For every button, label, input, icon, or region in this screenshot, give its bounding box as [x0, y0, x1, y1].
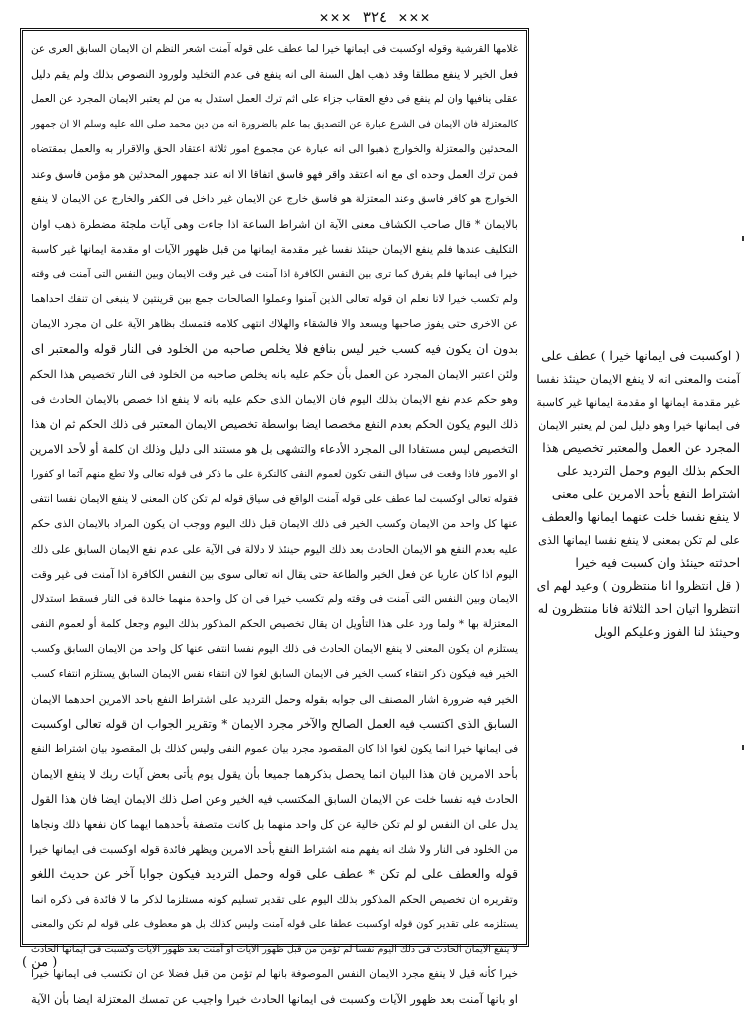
text-line: قوله والعطف على لم تكن * عطف على قوله وحمل الترديد فيكون جوابا آخر عن حديث اللغو — [31, 867, 518, 881]
main-text-frame — [20, 28, 529, 1006]
margin-line: الحكم بذلك اليوم وحمل الترديد على — [556, 464, 740, 478]
text-line: عليه بعدم النفع هو الايمان الحادث بعد ذلك اليوم حينئذ لا دلالة فى الآية على عدم نفع الايمان السابق على ذلك — [31, 543, 518, 556]
header-ornament-right: ✕✕✕ — [397, 11, 432, 25]
text-line: الخوارج هو كافر فاسق وعند المعتزلة هو فاسق خارج عن الايمان غير داخل فى الكفر والخارج عن الايمان لا ينفع — [31, 193, 518, 205]
margin-line: اشتراط النفع بأحد الامرين على معنى — [551, 487, 740, 501]
text-line: ذلك اليوم يكون الحكم بعدم النفع مخصصا ايضا بواسطة تخصيص الايمان المعتبر فى ذلك الحكم ثم ان هذا — [31, 418, 518, 431]
margin-line: على لم تكن بمعنى لا ينفع نفسا ايمانها الذى — [537, 534, 740, 547]
text-line: فمن ترك العمل وحده اى مع انه اعتقد واقر فهو فاسق اتفاقا الا انه عند جمهور المحدثين هو مؤمن فاسق وعند — [31, 168, 518, 181]
text-line: وتقريره ان تخصيص الحكم المذكور بذلك اليوم على تقدير تسليم كونه مستلزما لذكر ما لا فائدة فى ذكره انما — [31, 893, 518, 906]
margin-line: لا ينفع نفسا خلت عنهما ايمانها والعطف — [541, 510, 740, 524]
text-line: عن الاخرى حتى يفوز صاحبها ويسعد والا فالشقاء والهلاك انتهى كلامه فتمسك بظاهر الآية على ان مجرد الايمان — [31, 318, 518, 330]
text-line: خيرا كأنه قيل لا ينفع مجرد الايمان النفس الموصوفة بانها لم تؤمن من قبل فضلا عن ان تكتسب فى ايمانها خيرا — [31, 968, 518, 980]
catchword: ( من ) — [22, 955, 58, 970]
text-line: التكليف عندها فلم ينفع الايمان حينئذ نفسا غير مقدمة ايمانها من قبل ظهور الآيات او مقدمة ايمانها غير كاسبة — [31, 243, 518, 256]
margin-line: ( قل انتظروا انا منتظرون ) وعيد لهم اى — [536, 579, 740, 593]
text-line: فعل الخير لا ينفع مطلقا وقد ذهب اهل السنة الى انه ينفع فى عدم التخليد ولورود النصوص بذلك ولم يقم دليل — [31, 68, 518, 81]
text-line: يدل على ان النفس لو لم تكن خالية عن كل واحد منهما بل كانت متصفة بأحدهما ايهما كان نفعها ذلك ونجاها — [31, 818, 518, 831]
text-line: يستلزمه على تقدير كون قوله اوكسبت عطفا على قوله آمنت وليس كذلك بل هو معطوف على قوله لم تكن والمعنى — [31, 919, 518, 930]
text-line: فى ايمانها خيرا انما يكون لغوا اذا كان المقصود مجرد بيان عموم النفى وليس كذلك بل المقصود بيان اشتراط النفع — [31, 743, 518, 755]
text-line: ولئن اعتبر الايمان المجرد عن العمل بأن حكم عليه بانه يخلص صاحبه من الخلود فى النار تخصيص هذا الحكم — [29, 368, 518, 381]
text-line: الحادث فيه نفسا خلت عن الايمان السابق المكتسب فيه الخير وعن اصل ذلك الايمان ايضا فان هذا القول — [31, 793, 518, 806]
text-line: المحدثين والمعتزلة والخوارج ذهبوا الى انه عبارة عن مجموع امور ثلاثة اعتقاد الحق والاقرار به والعمل بمقتضاه — [31, 143, 518, 155]
margin-line: آمنت والمعنى انه لا ينفع الايمان حينئذ نفسا — [536, 372, 740, 386]
margin-line: غير مقدمة ايمانها او مقدمة ايمانها غير كاسبة — [536, 396, 740, 409]
text-line: بأحد الامرين فان هذا البيان انما يحصل بذكرهما جميعا بأن يقول يوم يأتى بعض آيات ربك لا ينفع الايمان — [31, 767, 518, 781]
text-line: بالايمان * قال صاحب الكشاف معنى الآية ان اشراط الساعة اذا جاءت وهى آيات ملجئة مضطرة ذهب اوان — [31, 218, 518, 231]
text-line: عقلى ينافيها وان لم ينفع فى دفع العقاب جزاء على اثم ترك العمل استدل به من لم يعتبر الايمان المجرد عن العمل — [31, 93, 518, 105]
text-line: الخير فيه فيكون ذكر انتفاء كسب الخير فى الايمان السابق لغوا لان انتفاء نفس الايمان السابق يستلزم انتفاء كسب — [31, 668, 518, 680]
margin-line: ( اوكسبت فى ايمانها خيرا ) عطف على — [541, 349, 740, 363]
text-line: لا ينفع الايمان الحادث فى ذلك اليوم نفسا لم تؤمن من قبل ظهور الآيات او آمنت بعد ظهور الآيات وكسبت فى ايمانها الحادث — [31, 944, 518, 955]
text-line: كالمعتزلة فان الايمان فى الشرع عبارة عن التصديق بما علم بالضرورة انه من دين محمد صلى الله عليه وسلم الا ان جمهور — [31, 119, 518, 130]
text-line: من الخلود فى النار ولا شك انه يفهم منه اشتراط النفع بأحد الامرين ويظهر فائدة قوله اوكسبت فى ايمانها خيرا — [29, 843, 518, 856]
page-number: ٣٢٤ — [362, 8, 388, 26]
text-line: غلامها القرشية وقوله اوكسبت فى ايمانها خيرا لما عطف على قوله آمنت اشعر النظم ان الايمان السابق العرى عن — [31, 43, 518, 55]
margin-line: احدثته حينئذ وان كسبت فيه خيرا — [575, 556, 740, 570]
text-line: بدون ان يكون فيه كسب خير ليس بنافع فلا يخلص صاحبه من الخلود فى النار قوله والمعتبر اى — [31, 342, 518, 356]
text-line: الايمان وبين النفس التى آمنت فى وقته ولم تكسب خيرا فى ان كل واحدة منهما خالدة فى النار فسقط استدلال — [31, 593, 518, 605]
margin-line: وحينئذ لنا الفوز وعليكم الويل — [594, 625, 740, 639]
text-line: ولم تكسب خيرا لانا نعلم ان قوله تعالى الذين آمنوا وعملوا الصالحات جمع بين قرينتين لا ينبغى ان تنفك احداهما — [31, 293, 518, 305]
header-ornament-left: ✕✕✕ — [318, 11, 353, 25]
margin-tick-mark — [742, 745, 744, 750]
text-line: التخصيص ليس مستفادا الى المجرد الأدعاء والتشهى بل هو مستند الى دليل وذلك ان كلمة أو لأحد الامرين — [29, 443, 518, 456]
text-line: اليوم اذا كان عاريا عن فعل الخير والطاعة حتى يقال انه تعالى سوى بين النفس الكافرة اذا آمنت فى غير وقت — [31, 568, 518, 581]
text-line: فقوله تعالى اوكسبت لما عطف على قوله آمنت الواقع فى سياق قوله لم تكن كان المعنى لا ينفع الايمان نفسا انتفى — [30, 493, 518, 505]
margin-tick-mark — [742, 236, 744, 241]
text-line: الخير فيه ضرورة اشار المصنف الى جوابه بقوله وحمل الترديد على اشتراط النفع باحد الامرين احدهما الايمان — [31, 693, 518, 706]
margin-commentary — [537, 345, 740, 644]
text-line: عنها كل واحد من الايمان وكسب الخير فى ذلك الايمان قبل ذلك اليوم ووجب ان يكون المراد بالايمان الذى حكم — [31, 518, 518, 530]
text-line: او الامور فاذا وقعت فى سياق النفى تكون لعموم النفى كالنكرة على ما ذكر فى قوله تعالى ولا تطع منهم آثما او كفورا — [31, 469, 518, 480]
text-line: خيرا فى ايمانها فلم يفرق كما ترى بين النفس الكافرة اذا آمنت فى غير وقت الايمان وبين النفس التى آمنت فى وقته — [31, 269, 518, 280]
text-line: يستلزم ان يكون المعنى لا ينفع الايمان الحادث فى ذلك اليوم نفسا انتفى عنها كل واحد من الايمان السابق وكسب — [31, 643, 518, 655]
margin-line: المجرد عن العمل والمعتبر تخصيص هذا — [542, 441, 740, 455]
text-line: السابق الذى اكتسب فيه العمل الصالح والآخر مجرد الايمان * وتقرير الجواب ان قوله تعالى اوكسبت — [31, 717, 518, 731]
margin-line: انتظروا اتيان احد الثلاثة فانا منتظرون له — [537, 602, 740, 616]
margin-line: فى ايمانها خيرا وهو دليل لمن لم يعتبر الايمان — [538, 419, 740, 432]
text-line: وهو حكم عدم نفع الايمان بذلك اليوم فان الايمان الذى حكم عليه بانه لا ينفع اذا خصص بالايمان الحادث فى — [31, 393, 518, 406]
page-header — [0, 6, 750, 28]
text-line: المعتزلة بها * ولما ورد على هذا التأويل ان يقال تخصيص الحكم المذكور بذلك اليوم وجعل كلمة أو لعموم النفى — [31, 618, 518, 630]
text-line: او بانها آمنت بعد ظهور الآيات وكسبت فى ايمانها الحادث خيرا واجيب عن تمسك المعتزلة ايضا بأن الآية — [31, 992, 518, 1006]
